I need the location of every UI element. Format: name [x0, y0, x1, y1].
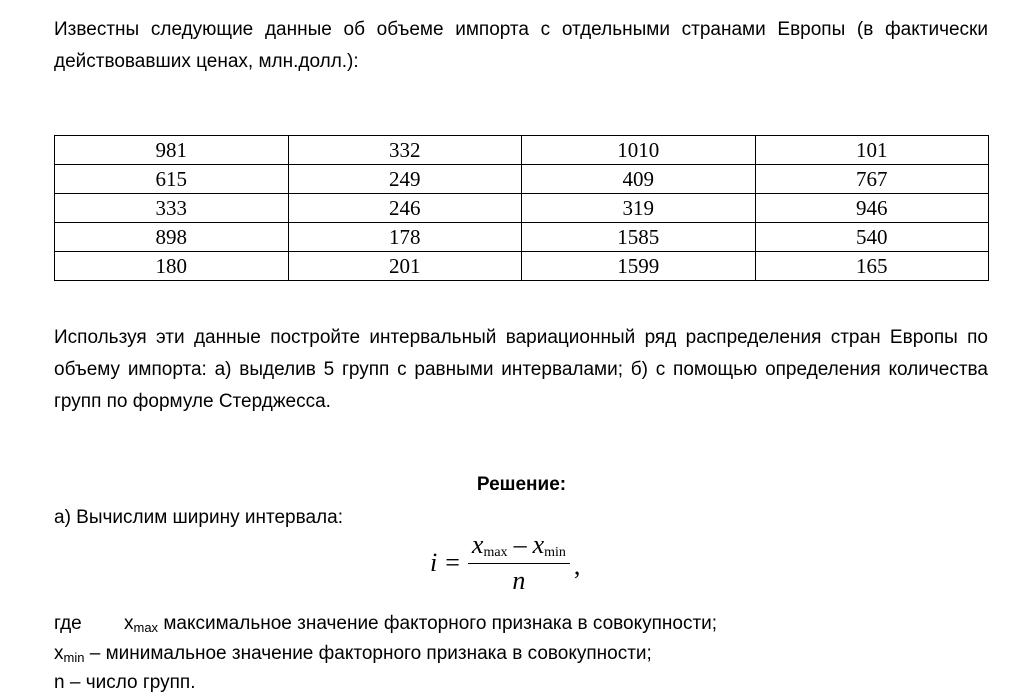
formula-comma: , [573, 551, 581, 580]
table-cell: 180 [55, 252, 289, 281]
table-cell: 767 [755, 165, 989, 194]
definition-n: n – число групп. [54, 672, 196, 693]
solution-heading: Решение: [476, 474, 567, 495]
table-cell: 333 [55, 194, 289, 223]
table-cell: 332 [288, 136, 522, 165]
table-cell: 319 [522, 194, 756, 223]
formula-numerator [468, 530, 570, 564]
definition-where: где [54, 613, 82, 634]
formula-lhs: i [430, 548, 438, 577]
table-cell: 1010 [522, 136, 756, 165]
definition-xmax-sub: max [133, 620, 159, 635]
intro-paragraph: Известны следующие данные об объеме импорта с отдельными странами Европы (в фактически действовавших ценах, млн.долл.): [54, 19, 988, 72]
table-cell: 409 [522, 165, 756, 194]
formula-fraction [468, 530, 570, 596]
definition-xmin [54, 640, 652, 672]
step-a-text: а) Вычислим ширину интервала: [54, 507, 343, 528]
table-cell: 165 [755, 252, 989, 281]
table-cell: 540 [755, 223, 989, 252]
formula-denominator: n [512, 566, 526, 595]
table-row [55, 194, 989, 223]
table-row [55, 136, 989, 165]
definition-xmax [54, 610, 717, 642]
definition-xmin-sub: min [63, 650, 85, 665]
definition-xmax-text: максимальное значение факторного признака в совокупности; [158, 613, 718, 634]
formula-sub-min: min [544, 545, 566, 560]
task-paragraph: Используя эти данные постройте интервальный вариационный ряд распределения стран Европы по объему импорта: а) выделив 5 групп с равными интервалами; б) с помощью определения количества групп по формуле Стерджесса. [54, 327, 988, 412]
table-row [55, 165, 989, 194]
table-cell: 1599 [522, 252, 756, 281]
formula-var-max: x [471, 530, 484, 559]
table-cell: 101 [755, 136, 989, 165]
interval-width-formula [430, 530, 580, 596]
definition-xmin-text: – минимальное значение факторного признака в совокупности; [84, 643, 652, 664]
definition-xmin-var: x [54, 643, 64, 664]
table-cell: 246 [288, 194, 522, 223]
table-row [55, 223, 989, 252]
formula-minus: – [513, 530, 527, 559]
import-data-table [54, 135, 989, 281]
table-cell: 946 [755, 194, 989, 223]
table-cell: 615 [55, 165, 289, 194]
table-row [55, 252, 989, 281]
table-cell: 249 [288, 165, 522, 194]
formula-var-min: x [532, 530, 545, 559]
definition-xmax-var: x [124, 613, 134, 634]
table-cell: 1585 [522, 223, 756, 252]
formula-sub-max: max [483, 545, 508, 560]
table-cell: 178 [288, 223, 522, 252]
table-cell: 981 [55, 136, 289, 165]
table-cell: 201 [288, 252, 522, 281]
formula-equals: = [445, 548, 460, 577]
table-cell: 898 [55, 223, 289, 252]
